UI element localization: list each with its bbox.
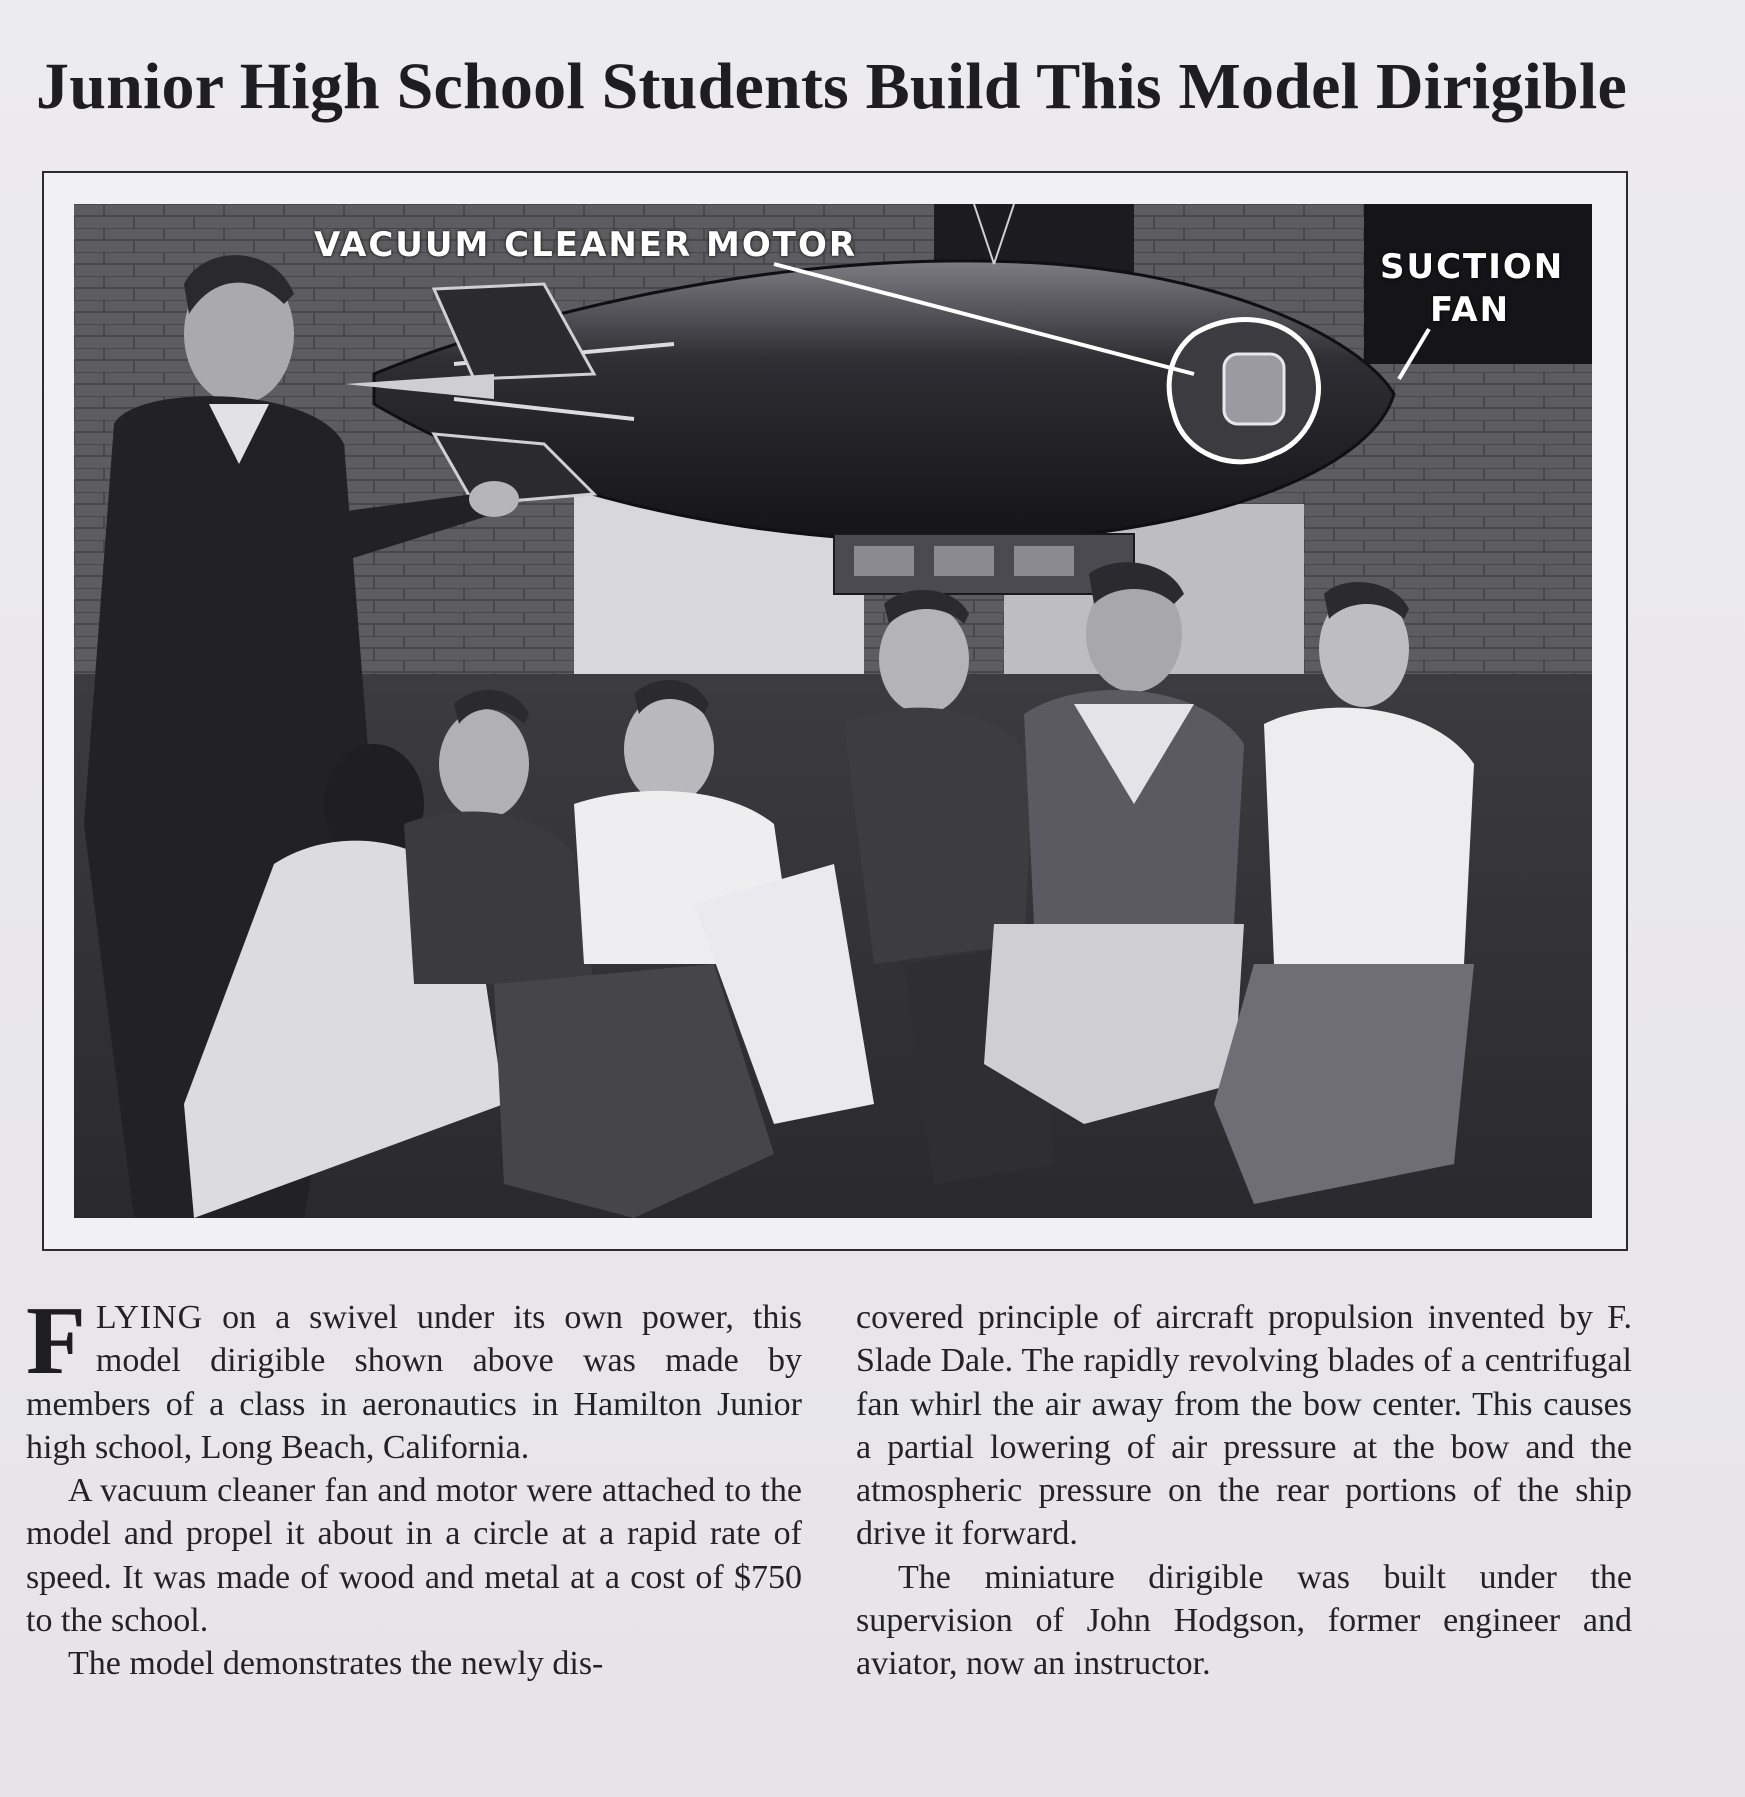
photo-illustration (74, 204, 1592, 1218)
suction-fan-label: SUCTION FAN (1380, 247, 1565, 330)
article-column-right (856, 1296, 1632, 1686)
paragraph-3-continued: covered principle of aircraft propulsion invented by F. Slade Dale. The rapidly revolving blades of a centrifugal fan whirl the air away from the bow center. This causes a partial lowering of air pressure at the bow and the atmospheric pressure on the rear portions of the ship drive it forward. (856, 1299, 1632, 1553)
headline: Junior High School Students Build This Model Dirigible (36, 50, 1627, 123)
paragraph-1-text: on a swivel under its own power, this model dirigible shown above was made by members of a class in aeronautics in Hamilton Junior high school, Long Beach, California. (26, 1299, 802, 1466)
paragraph-3-start: The model demonstrates the newly dis- (68, 1645, 604, 1683)
vacuum-cleaner-motor-label: VACUUM CLEANER MOTOR (314, 225, 858, 265)
dirigible-photo (74, 204, 1592, 1218)
paragraph-1 (26, 1287, 802, 1469)
drop-cap: F (26, 1287, 86, 1395)
paragraph-4: The miniature dirigible was built under the supervision of John Hodgson, former engineer and aviator, now an instructor. (856, 1558, 1632, 1683)
lead-word: LYING (95, 1299, 204, 1336)
paragraph-2: A vacuum cleaner fan and motor were attached to the model and propel it about in a circle at a rapid rate of speed. It was made of wood and metal at a cost of $750 to the school. (26, 1472, 802, 1640)
article-column-left (26, 1287, 802, 1686)
